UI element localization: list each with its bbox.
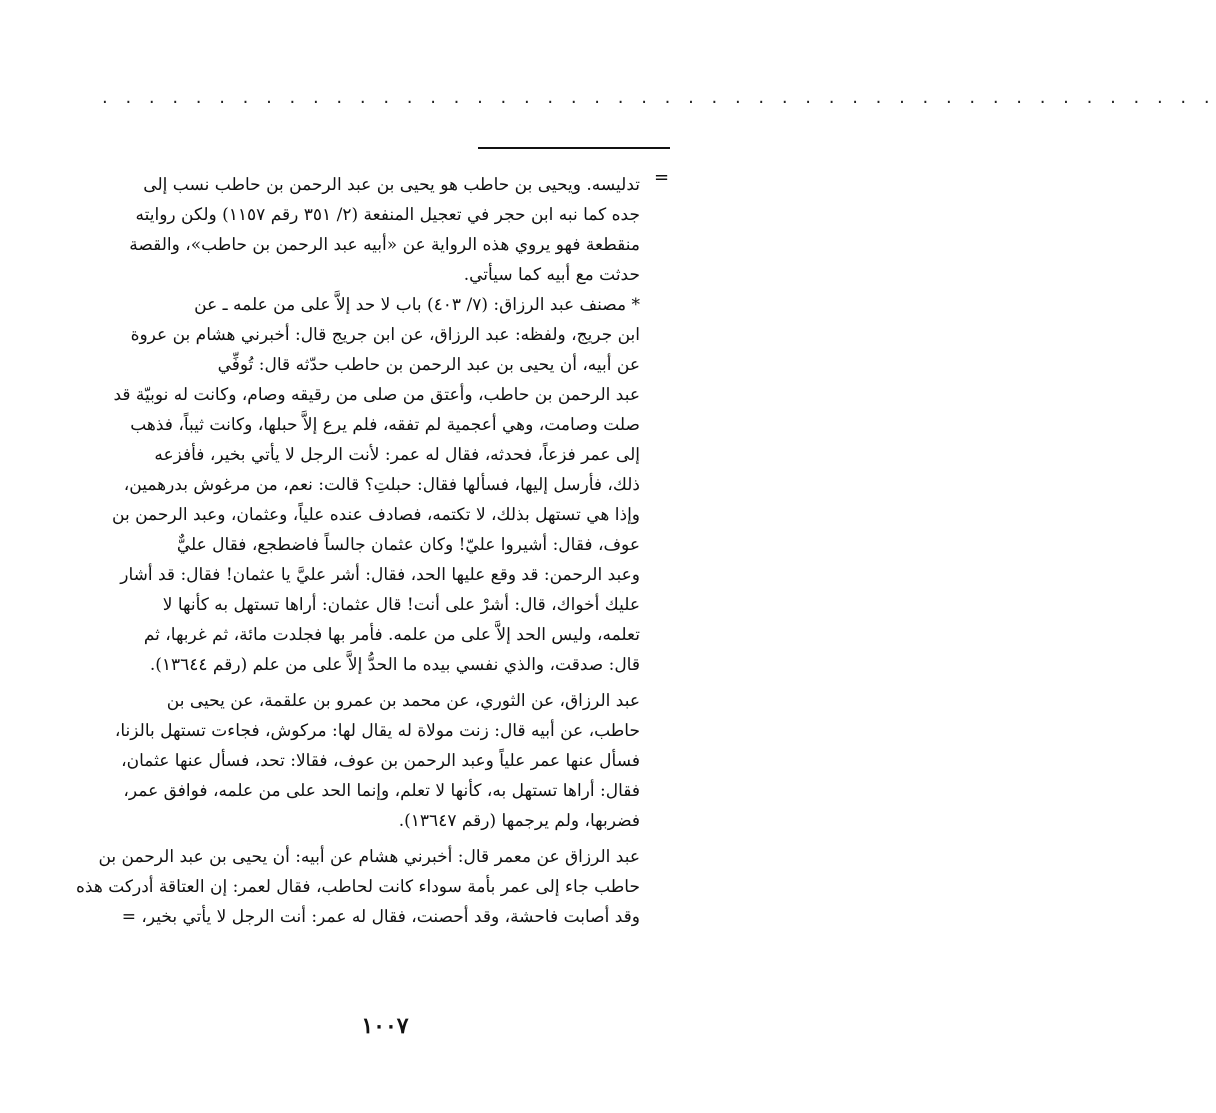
text-line: ذلك، فأرسل إليها، فسألها فقال: حبلتِ؟ قالت: نعم، من مرغوش بدرهمين، [123,475,640,495]
text-line: عبد الرزاق عن معمر قال: أخبرني هشام عن أبيه: أن يحيى بن عبد الرحمن بن [98,847,640,867]
text-line: عبد الرزاق، عن الثوري، عن محمد بن عمرو بن علقمة، عن يحيى بن [166,691,640,711]
text-line: عوف، فقال: أشيروا عليّ! وكان عثمان جالساً فاضطجع، فقال عليٌّ [176,535,640,555]
text-line: حاطب جاء إلى عمر بأمة سوداء كانت لحاطب، فقال لعمر: إن العتاقة أدركت هذه [76,877,640,897]
text-line: فسأل عنها عمر علياً وعبد الرحمن بن عوف، فقالا: تحد، فسأل عنها عثمان، [121,751,640,771]
text-line: منقطعة فهو يروي هذه الرواية عن «أبيه عبد الرحمن بن حاطب»، والقصة [129,235,640,255]
text-line: * مصنف عبد الرزاق: (٧/ ٤٠٣) باب لا حد إلاَّ على من علمه ـ عن [194,295,640,315]
continuation-mark: = [654,167,670,188]
text-line: ابن جريج، ولفظه: عبد الرزاق، عن ابن جريج قال: أخبرني هشام بن عروة [130,325,640,345]
page-number: ١٠٠٧ [361,1013,409,1039]
text-line: قال: صدقت، والذي نفسي بيده ما الحدُّ إلاَّ على من علم (رقم ١٣٦٤٤). [149,655,640,675]
text-line: عبد الرحمن بن حاطب، وأعتق من صلى من رقيقه وصام، وكانت له نوبيّة قد [113,385,640,405]
paragraph [76,842,640,932]
text-line: صلت وصامت، وهي أعجمية لم تفقه، فلم يرع إلاَّ حبلها، وكانت ثيباً، فذهب [130,415,640,435]
text-line: جده كما نبه ابن حجر في تعجيل المنفعة (٢/ ٣٥١ رقم ١١٥٧) ولكن روايته [135,205,640,225]
paragraph [98,686,640,836]
text-line: حاطب، عن أبيه قال: زنت مولاة له يقال لها: مركوش، فجاءت تستهل بالزنا، [114,721,640,741]
paragraph [98,290,640,680]
text-line: وقد أصابت فاحشة، وقد أحصنت، فقال له عمر: أنت الرجل لا يأتي بخير، = [121,907,640,927]
text-line: فضربها، ولم يرجمها (رقم ١٣٦٤٧). [398,811,640,831]
text-line: تعلمه، وليس الحد إلاَّ على من علمه. فأمر بها فجلدت مائة، ثم غربها، ثم [143,625,640,645]
text-line: حدثت مع أبيه كما سيأتي. [463,265,640,285]
text-line: فقال: أراها تستهل به، كأنها لا تعلم، وإنما الحد على من علمه، فوافق عمر، [123,781,640,801]
text-line: وإذا هي تستهل بذلك، لا تكتمه، فصادف عنده علياً، وعثمان، وعبد الرحمن بن [112,505,640,525]
text-line: وعبد الرحمن: قد وقع عليها الحد، فقال: أشر عليَّ يا عثمان! فقال: قد أشار [120,565,640,585]
text-line: عليك أخواك، قال: أشرْ على أنت! قال عثمان: أراها تستهل به كأنها لا [162,595,640,615]
text-line: إلى عمر فزعاً، فحدثه، فقال له عمر: لأنت الرجل لا يأتي بخير، فأفزعه [154,445,640,465]
paragraph [98,170,640,290]
footnote-rule [478,147,670,149]
text-line: عن أبيه، أن يحيى بن عبد الرحمن بن حاطب حدّثه قال: تُوفِّي [217,355,640,375]
text-line: تدليسه. ويحيى بن حاطب هو يحيى بن عبد الرحمن بن حاطب نسب إلى [143,175,640,195]
dotted-separator: . . . . . . . . . . . . . . . . . . . . . . . . . . . . . . . . . . . . . . . . . . . . . . . . [102,87,1216,108]
footnote-text [76,170,640,932]
